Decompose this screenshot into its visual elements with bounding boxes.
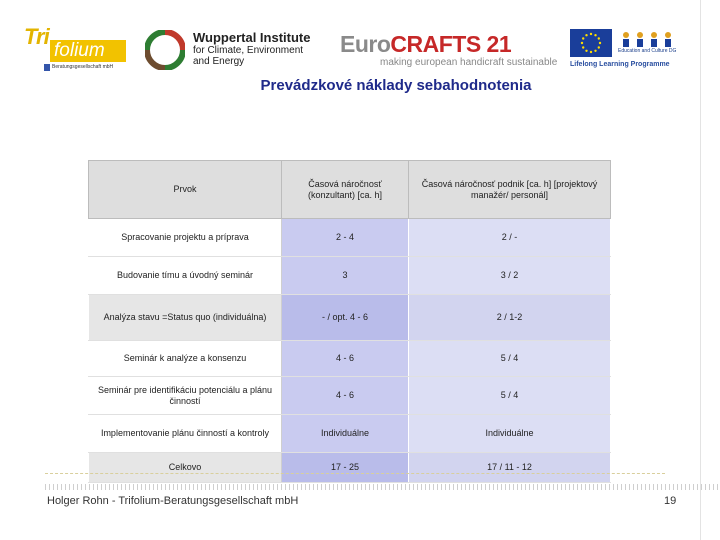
lifelong-learning-text: Lifelong Learning Programme bbox=[570, 61, 670, 68]
table-header-row bbox=[89, 161, 611, 219]
row-consultant-value: 3 bbox=[282, 257, 409, 295]
wuppertal-subtitle-line2: and Energy bbox=[193, 56, 245, 67]
eurocrafts-subtitle: making european handicraft sustainable bbox=[380, 57, 558, 68]
total-company-value: 17 / 11 - 12 bbox=[409, 453, 611, 483]
eurocrafts-logo bbox=[340, 31, 558, 69]
row-company-value: 2 / - bbox=[409, 219, 611, 257]
row-company-value: 2 / 1-2 bbox=[409, 295, 611, 341]
wuppertal-subtitle bbox=[193, 45, 343, 67]
divider-dashed bbox=[45, 473, 665, 474]
wuppertal-logo bbox=[145, 28, 335, 76]
people-icon bbox=[618, 30, 682, 48]
row-label: Analýza stavu =Status quo (individuálna) bbox=[89, 295, 282, 341]
row-company-value: Individuálne bbox=[409, 415, 611, 453]
table-row bbox=[89, 377, 611, 415]
row-company-value: 5 / 4 bbox=[409, 341, 611, 377]
trifolium-logo bbox=[24, 24, 128, 74]
table-row bbox=[89, 257, 611, 295]
divider-vertical bbox=[700, 0, 701, 540]
row-consultant-value: Individuálne bbox=[282, 415, 409, 453]
table-row-total bbox=[89, 453, 611, 483]
row-label: Budovanie tímu a úvodný seminár bbox=[89, 257, 282, 295]
wuppertal-subtitle-line1: for Climate, Environment bbox=[193, 45, 304, 56]
wuppertal-ring-icon bbox=[145, 30, 185, 70]
eu-flag-icon bbox=[570, 29, 612, 57]
row-consultant-value: - / opt. 4 - 6 bbox=[282, 295, 409, 341]
trifolium-logo-tri: Tri bbox=[24, 24, 49, 49]
eurocrafts-title bbox=[340, 31, 511, 58]
table-row bbox=[89, 219, 611, 257]
cost-table bbox=[88, 160, 611, 483]
education-culture-text: Education and Culture DG bbox=[618, 48, 677, 54]
header-company-time: Časová náročnosť podnik [ca. h] [projektový manažér/ personál] bbox=[409, 161, 611, 219]
row-consultant-value: 4 - 6 bbox=[282, 341, 409, 377]
eurocrafts-euro: Euro bbox=[340, 31, 391, 57]
education-culture-logo bbox=[618, 30, 682, 58]
table-row bbox=[89, 341, 611, 377]
table-row bbox=[89, 415, 611, 453]
header-element: Prvok bbox=[89, 161, 282, 219]
total-consultant-value: 17 - 25 bbox=[282, 453, 409, 483]
trifolium-logo-subtitle: Beratungsgesellschaft mbH bbox=[44, 64, 113, 71]
row-label: Spracovanie projektu a príprava bbox=[89, 219, 282, 257]
eurocrafts-crafts: CRAFTS 21 bbox=[390, 31, 512, 57]
row-consultant-value: 4 - 6 bbox=[282, 377, 409, 415]
row-company-value: 3 / 2 bbox=[409, 257, 611, 295]
page-title: Prevádzkové náklady sebahodnotenia bbox=[260, 77, 532, 94]
divider-ticks bbox=[45, 484, 720, 490]
footer-author: Holger Rohn - Trifolium-Beratungsgesellschaft mbH bbox=[47, 495, 299, 507]
header-consultant-time: Časová náročnosť (konzultant) [ca. h] bbox=[282, 161, 409, 219]
row-label: Seminár pre identifikáciu potenciálu a plánu činností bbox=[89, 377, 282, 415]
table-row bbox=[89, 295, 611, 341]
row-consultant-value: 2 - 4 bbox=[282, 219, 409, 257]
row-company-value: 5 / 4 bbox=[409, 377, 611, 415]
trifolium-logo-folium: folium bbox=[50, 40, 126, 62]
row-label: Seminár k analýze a konsenzu bbox=[89, 341, 282, 377]
row-label: Implementovanie plánu činností a kontroly bbox=[89, 415, 282, 453]
wuppertal-title: Wuppertal Institute bbox=[193, 30, 311, 45]
page-number: 19 bbox=[664, 495, 677, 507]
total-label: Celkovo bbox=[89, 453, 282, 483]
